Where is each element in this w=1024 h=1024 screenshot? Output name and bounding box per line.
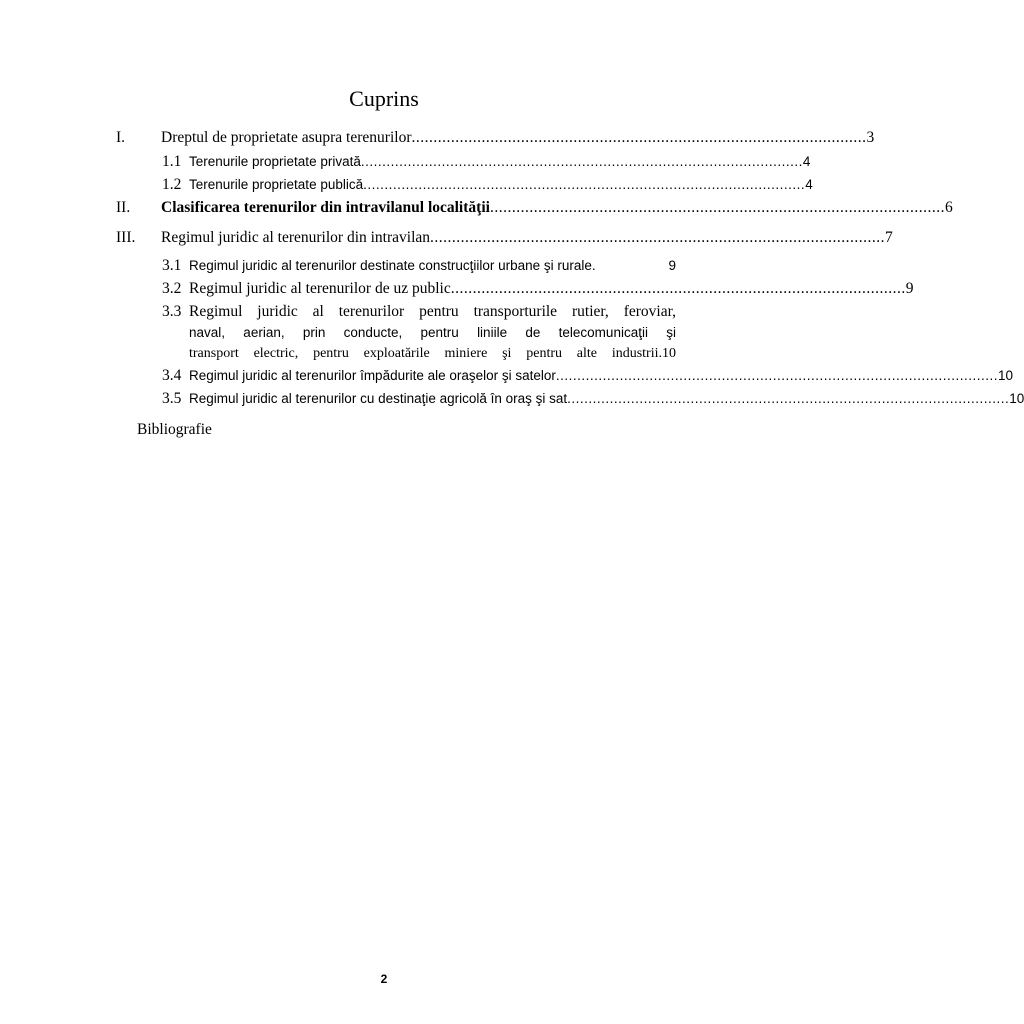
toc-entry-multiline (189, 322, 676, 343)
toc-leader-dots: ........................................................................................................ (411, 129, 867, 146)
toc-subsection-number: 3.5 (162, 390, 182, 407)
toc-subsection-number: 3.1 (162, 257, 182, 274)
toc-entry-line: transport electric, pentru exploatările miniere şi pentru alte industrii.10 (189, 346, 676, 361)
toc-subsection-number: 1.2 (162, 176, 182, 193)
toc-entry (189, 389, 1024, 409)
toc-leader-dots: ........................................................................................................ (430, 229, 886, 246)
toc-entry-text: Regimul juridic al terenurilor de uz public (189, 280, 451, 297)
toc-page-number: 4 (805, 177, 813, 192)
toc-entry (189, 366, 1014, 386)
toc-page-number: 10 (1009, 391, 1024, 406)
toc-entry (161, 198, 953, 218)
toc-title: Cuprins (349, 86, 419, 111)
toc-page-number: 4 (802, 154, 811, 169)
toc-page-number: 10 (997, 368, 1014, 383)
toc-page-number: 6 (944, 199, 953, 216)
toc-entry-line: naval, aerian, prin conducte, pentru liniile de telecomunicaţii şi (189, 325, 676, 340)
toc-entry-text: Regimul juridic al terenurilor împădurite ale oraşelor şi satelor (189, 368, 556, 383)
toc-entry-text: Regimul juridic al terenurilor cu destinaţie agricolă în oraş şi sat (189, 391, 568, 406)
toc-entry-multiline (189, 343, 676, 364)
toc-entry (189, 175, 813, 195)
toc-entry (189, 279, 914, 299)
toc-page-number: 9 (905, 280, 914, 297)
toc-subsection-number: 3.3 (162, 303, 182, 320)
toc-section-number: III. (116, 229, 136, 246)
toc-subsection-number: 1.1 (162, 153, 182, 170)
toc-subsection-number: 3.4 (162, 367, 182, 384)
toc-entry-text: Dreptul de proprietate asupra terenurilor (161, 129, 412, 146)
toc-entry (189, 256, 676, 276)
toc-leader-dots: ........................................................................................................ (489, 199, 945, 216)
toc-bibliography: Bibliografie (137, 421, 212, 438)
toc-entry-line: Regimul juridic al terenurilor pentru transporturile rutier, feroviar, (189, 303, 676, 320)
toc-page-number: 7 (885, 229, 893, 246)
toc-entry-multiline (189, 301, 676, 322)
toc-leader-dots: ........................................................................................................ (360, 154, 803, 169)
toc-section-number: II. (116, 199, 131, 216)
toc-entry-text: Regimul juridic al terenurilor din intravilan (161, 229, 431, 246)
toc-entry-text: Terenurile proprietate publică (189, 177, 364, 192)
page-number: 2 (380, 972, 388, 986)
toc-entry-text: Regimul juridic al terenurilor destinate construcţiilor urbane şi rurale. (189, 258, 596, 273)
toc-entry-text: Terenurile proprietate privată (189, 154, 361, 169)
toc-entry (161, 228, 893, 248)
toc-page-number: 3 (866, 129, 875, 146)
toc-subsection-number: 3.2 (162, 280, 182, 297)
toc-leader-dots: ........................................................................................................ (567, 391, 1010, 406)
toc-entry (189, 152, 811, 172)
toc-entry (161, 128, 875, 148)
toc-page-number: 9 (668, 258, 676, 273)
toc-section-number: I. (116, 129, 126, 146)
toc-leader-dots: ........................................................................................................ (363, 177, 806, 192)
toc-entry-text: Clasificarea terenurilor din intravilanul localităţii (161, 199, 490, 216)
toc-leader-dots: ........................................................................................................ (450, 280, 906, 297)
toc-leader-dots: ........................................................................................................ (555, 368, 998, 383)
